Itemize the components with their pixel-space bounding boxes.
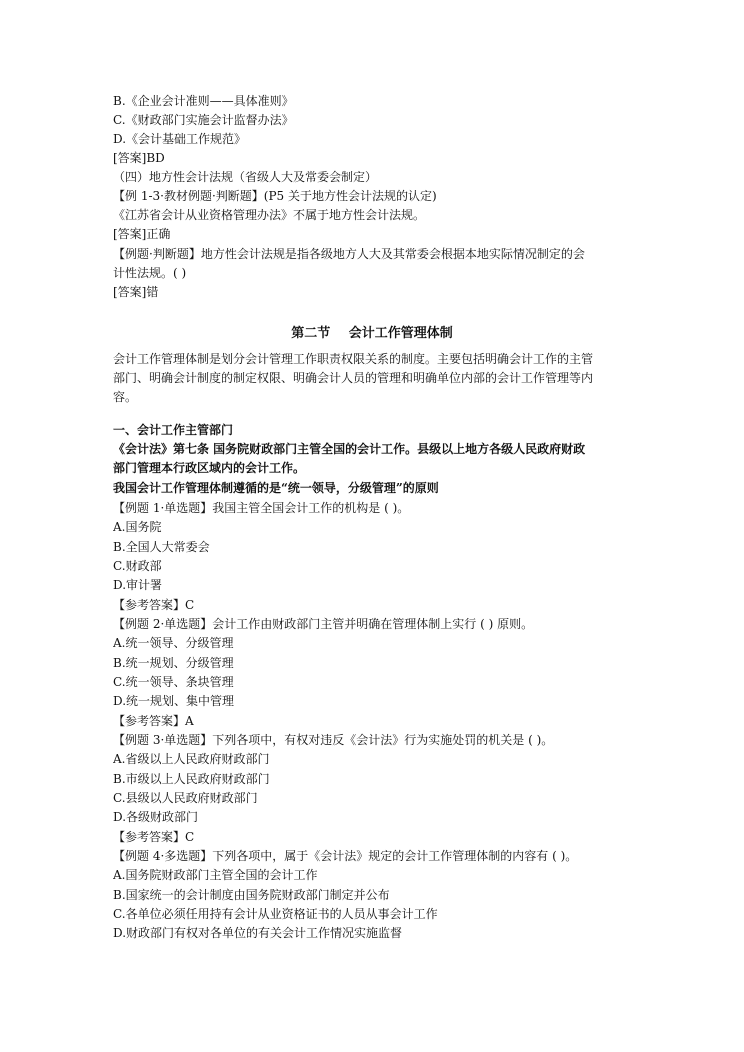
q3-option-b: B.市级以上人民政府财政部门 <box>113 772 270 786</box>
intro-line1: 会计工作管理体制是划分会计管理工作职责权限关系的制度。主要包括明确会计工作的主管 <box>113 352 594 366</box>
q3-option-c: C.县级以人民政府财政部门 <box>113 791 258 805</box>
q4-option-d: D.财政部门有权对各单位的有关会计工作情况实施监督 <box>113 926 403 940</box>
q2-stem: 【例题 2·单选题】会计工作由财政部门主管并明确在管理体制上实行 ( ) 原则。 <box>113 617 534 631</box>
answer-line: [答案]正确 <box>113 227 171 241</box>
option-b: B.《企业会计准则——具体准则》 <box>113 94 294 108</box>
answer-line: [答案]BD <box>113 151 165 165</box>
q3-answer: 【参考答案】C <box>113 830 195 844</box>
law-line2: 部门管理本行政区域内的会计工作。 <box>113 461 306 475</box>
q2-option-d: D.统一规划、集中管理 <box>113 694 235 708</box>
subheading: （四）地方性会计法规（省级人大及常委会制定） <box>113 170 378 184</box>
q1-option-d: D.审计署 <box>113 578 163 592</box>
q2-option-b: B.统一规划、分级管理 <box>113 656 234 670</box>
intro-line2: 部门、明确会计制度的制定权限、明确会计人员的管理和明确单位内部的会计工作管理等内 <box>113 371 594 385</box>
q3-option-a: A.省级以上人民政府财政部门 <box>113 752 270 766</box>
option-d: D.《会计基础工作规范》 <box>113 132 247 146</box>
q3-option-d: D.各级财政部门 <box>113 810 199 824</box>
q1-stem: 【例题 1·单选题】我国主管全国会计工作的机构是 ( )。 <box>113 501 410 515</box>
answer-line: [答案]错 <box>113 285 159 299</box>
q4-option-c: C.各单位必须任用持有会计从业资格证书的人员从事会计工作 <box>113 907 438 921</box>
principle-line: 我国会计工作管理体制遵循的是“统一领导，分级管理”的原则 <box>113 481 439 495</box>
q1-answer: 【参考答案】C <box>113 598 195 612</box>
q4-option-a: A.国务院财政部门主管全国的会计工作 <box>113 868 318 882</box>
q4-option-b: B.国家统一的会计制度由国务院财政部门制定并公布 <box>113 888 390 902</box>
heading-1: 一、会计工作主管部门 <box>113 423 234 437</box>
law-line1: 《会计法》第七条 国务院财政部门主管全国的会计工作。县级以上地方各级人民政府财政 <box>113 442 586 456</box>
example-judge-line2: 计性法规。( ) <box>113 266 187 280</box>
q3-stem: 【例题 3·单选题】下列各项中，有权对违反《会计法》行为实施处罚的机关是 ( )。 <box>113 733 554 747</box>
example-judge-line1: 【例题·判断题】地方性会计法规是指各级地方人大及其常委会根据本地实际情况制定的会 <box>113 247 585 261</box>
q2-option-a: A.统一领导、分级管理 <box>113 636 234 650</box>
intro-line3: 容。 <box>113 390 138 404</box>
option-c: C.《财政部门实施会计监督办法》 <box>113 113 294 127</box>
q1-option-a: A.国务院 <box>113 520 162 534</box>
section-title: 第二节 会计工作管理体制 <box>291 326 453 341</box>
q2-option-c: C.统一领导、条块管理 <box>113 675 234 689</box>
q2-answer: 【参考答案】A <box>113 714 194 728</box>
example-heading: 【例 1-3·教材例题·判断题】(P5 关于地方性会计法规的认定) <box>113 189 437 203</box>
q1-option-c: C.财政部 <box>113 559 162 573</box>
q4-stem: 【例题 4·多选题】下列各项中，属于《会计法》规定的会计工作管理体制的内容有 ( )。 <box>113 849 578 863</box>
example-text: 《江苏省会计从业资格管理办法》不属于地方性会计法规。 <box>113 208 426 222</box>
q1-option-b: B.全国人大常委会 <box>113 540 210 554</box>
